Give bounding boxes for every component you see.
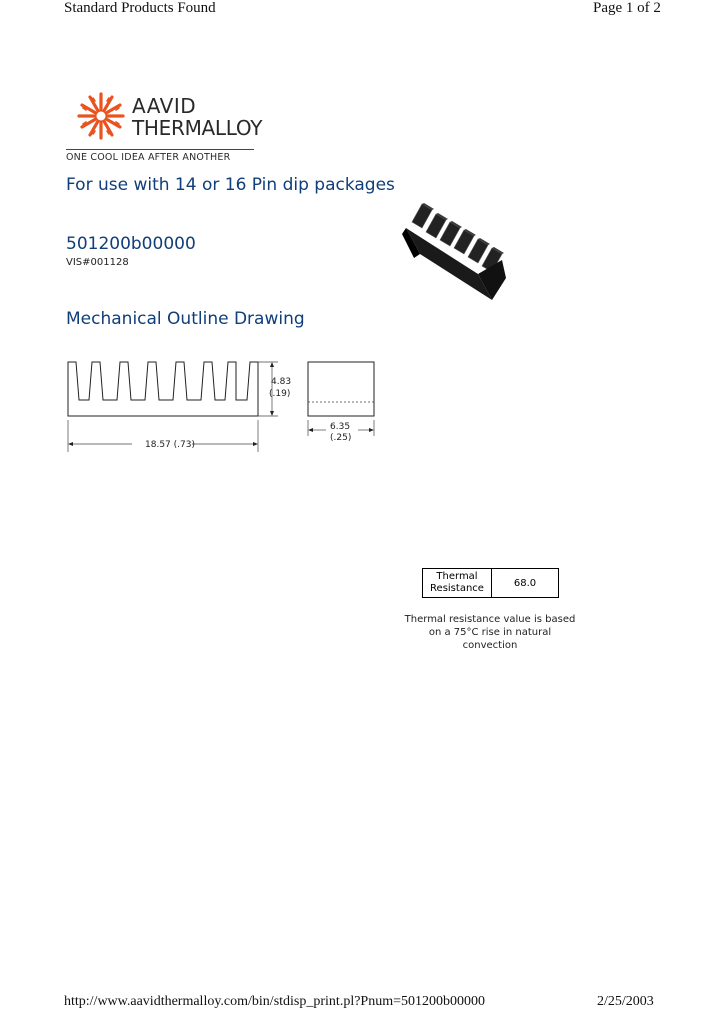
vis-number: VIS#001128 <box>66 257 129 268</box>
thermal-note-line2: on a 75°C rise in natural <box>428 627 552 638</box>
part-number: 501200b00000 <box>66 234 196 254</box>
logo-word-thermalloy: THERMALLOY <box>132 116 263 140</box>
footer-date: 2/25/2003 <box>597 994 654 1009</box>
logo-word-aavid: AAVID <box>132 94 197 118</box>
thermal-note-line1: Thermal resistance value is based <box>404 614 576 625</box>
depth-dimension-mm: 6.35 <box>330 422 351 432</box>
height-dimension-mm: 4.83 <box>271 377 292 387</box>
thermal-resistance-table <box>422 568 559 598</box>
thermal-resistance-value: 68.0 <box>492 569 559 598</box>
header-title: Standard Products Found <box>64 0 216 16</box>
depth-dimension-in: (.25) <box>330 433 352 443</box>
thermal-note <box>390 613 590 652</box>
width-dimension: 18.57 (.73) <box>145 440 195 450</box>
thermal-note-line3: convection <box>462 640 518 651</box>
thermal-label-line2: Resistance <box>430 583 484 594</box>
height-dimension-in: (.19) <box>269 389 291 399</box>
heatsink-product-image <box>398 200 510 304</box>
footer-url[interactable]: http://www.aavidthermalloy.com/bin/stdisp_print.pl?Pnum=501200b00000 <box>64 994 485 1009</box>
drawing-section-title: Mechanical Outline Drawing <box>66 309 305 329</box>
logo-divider <box>66 149 254 150</box>
page-number: Page 1 of 2 <box>593 0 661 16</box>
aavid-sunburst-logo-icon <box>77 92 125 140</box>
thermal-resistance-label <box>423 569 492 598</box>
thermal-label-line1: Thermal <box>436 571 478 582</box>
logo-tagline: ONE COOL IDEA AFTER ANOTHER <box>66 152 231 163</box>
product-use-title: For use with 14 or 16 Pin dip packages <box>66 175 395 195</box>
